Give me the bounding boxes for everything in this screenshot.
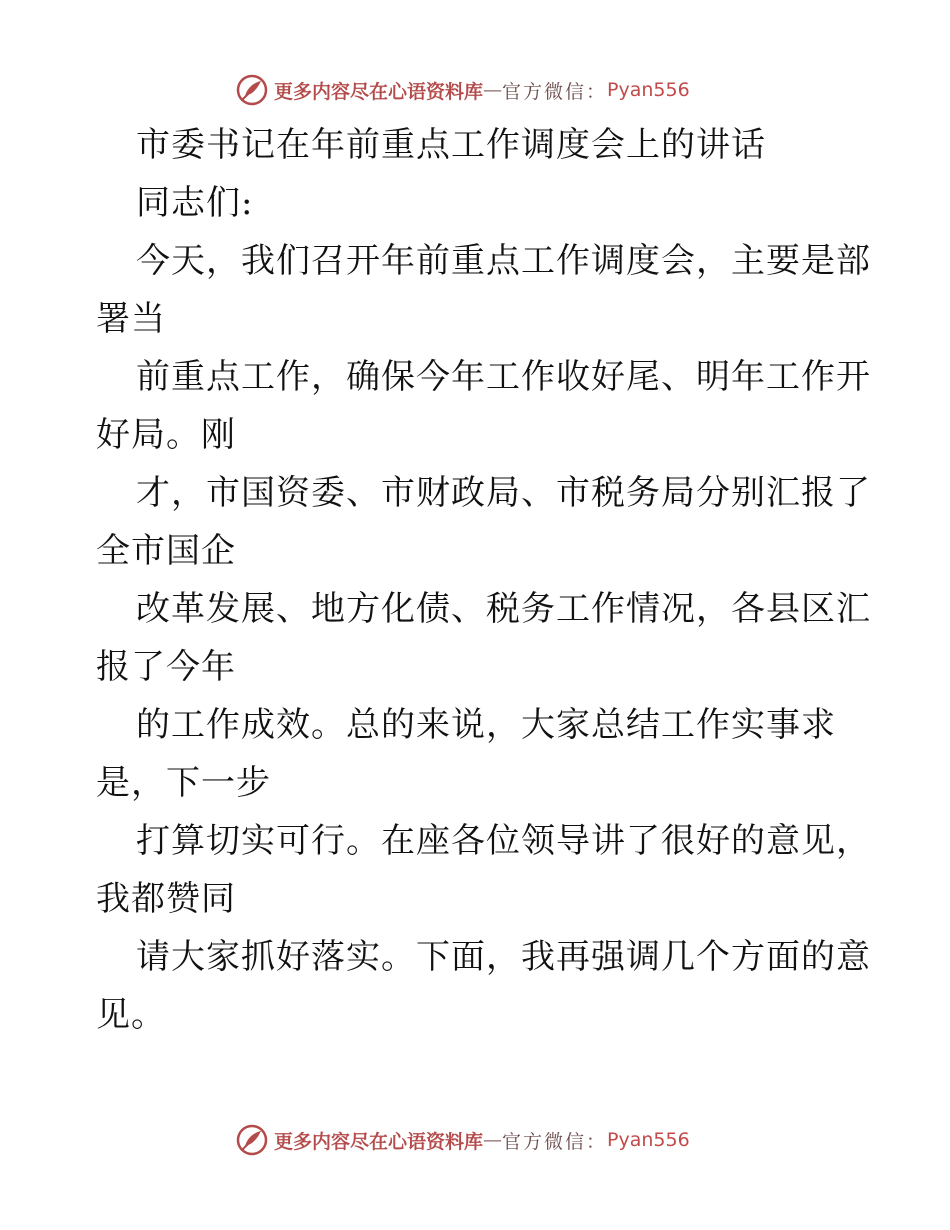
paragraph-line: 打算切实可行。在座各位领导讲了很好的意见， — [136, 821, 871, 861]
paragraph-line: 好局。刚 — [96, 415, 236, 455]
paragraph-line: 才，市国资委、市财政局、市税务局分别汇报了 — [136, 473, 871, 513]
paragraph-line: 报了今年 — [96, 647, 236, 687]
paragraph-line: 见。 — [96, 995, 166, 1035]
paragraph-line: 的工作成效。总的来说，大家总结工作实事求 — [136, 705, 836, 745]
paragraph-line: 我都赞同 — [96, 879, 236, 919]
watermark-brand-text: 更多内容尽在心语资料库 — [274, 1130, 484, 1153]
paragraph-line: 是，下一步 — [96, 763, 271, 803]
leaf-pen-logo-icon — [236, 1124, 268, 1156]
paragraph-line: 署当 — [96, 299, 166, 339]
document-body — [96, 116, 871, 1044]
watermark-separator: — — [483, 1129, 503, 1151]
leaf-pen-logo-icon — [236, 74, 268, 106]
paragraph-line: 请大家抓好落实。下面，我再强调几个方面的意 — [136, 937, 871, 977]
watermark-wechat-label: 官方微信： — [502, 80, 608, 103]
paragraph-line: 今天，我们召开年前重点工作调度会，主要是部 — [136, 241, 871, 281]
paragraph-line: 改革发展、地方化债、税务工作情况，各县区汇 — [136, 589, 871, 629]
salutation: 同志们: — [136, 183, 254, 223]
watermark-brand-text: 更多内容尽在心语资料库 — [274, 80, 484, 103]
watermark-separator: — — [483, 79, 503, 101]
watermark-wechat-label: 官方微信： — [502, 1130, 608, 1153]
watermark-wechat-id: Pyan556 — [607, 79, 690, 101]
watermark-wechat-id: Pyan556 — [607, 1129, 690, 1151]
document-title: 市委书记在年前重点工作调度会上的讲话 — [136, 125, 766, 165]
footer-watermark — [236, 1122, 690, 1158]
paragraph-line: 前重点工作，确保今年工作收好尾、明年工作开 — [136, 357, 871, 397]
header-watermark — [236, 72, 690, 108]
paragraph-line: 全市国企 — [96, 531, 236, 571]
